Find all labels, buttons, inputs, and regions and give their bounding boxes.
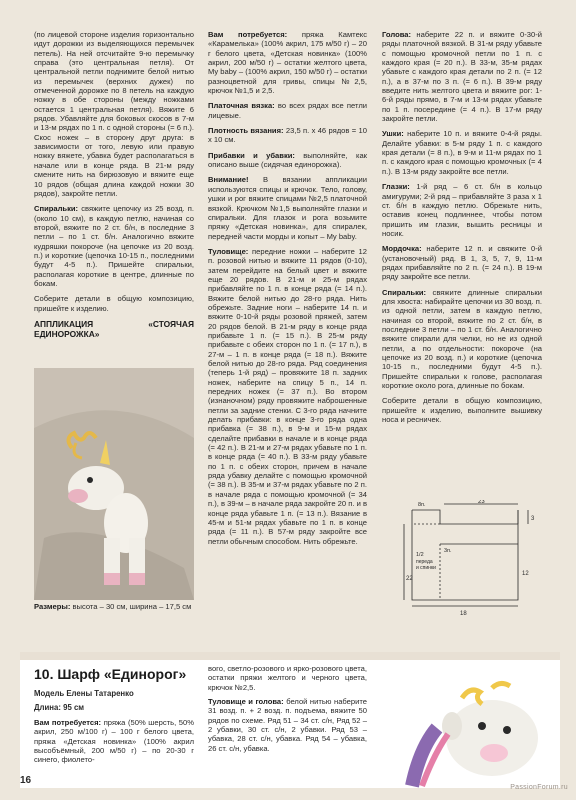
- column-middle: [208, 30, 367, 552]
- diagram-label: 22: [406, 576, 413, 582]
- diagram-label: и спинки: [416, 565, 436, 571]
- paragraph-text: белой нитью наберите 31 возд. п. + 2 возд. п. подъема, вяжите 50 рядов по схеме. Ряд 51 – 34 ст. с/н, Ряд 52 – 2 убавки, 30 ст. с/н, 2 убавки. Ряд 53 – убавка, 28 ст. с/н, убавка. Ряд 54 – убавка, 26 ст. с/н, убавка.: [208, 697, 367, 753]
- paragraph-text: свяжите цепочку из 25 возд. п. (около 10 см), в каждую петлю, начиная со второй, вяжите по 2 ст. б/н, в последние 3 петли – по 1 ст. б/н. Аналогично вяжите кудряшки покороче (на цепочке из 20 возд. п.) и короткие (цепочка 10-15 п., последними будут 4-5 п.). Пришейте спиральки, располагая короткие в центре, длинные по бокам.: [34, 204, 194, 288]
- unicorn-applique-image: [34, 368, 194, 600]
- paragraph: [208, 247, 367, 546]
- paragraph-text: пряжа Камтекс «Карамелька» (100% акрил, 175 м/50 г) – 20 г белого цвета, «Детская новинка» (100% акрил, 200 м/50 г) – остатки желтого цвета, My baby – (100% акрил, 150 м/50 г) – остатки разноцветной для гривы, спицы №2,5, крючок №1,5 и 2,5.: [208, 30, 367, 96]
- paragraph: [208, 126, 367, 145]
- term-label: Спиральки:: [382, 287, 427, 297]
- diagram-label: 1/2: [416, 552, 424, 558]
- diagram-label: 18: [460, 611, 467, 617]
- paragraph: [208, 175, 367, 240]
- paragraph-text: выполняйте, как описано выше (сидячая единорожка).: [208, 150, 367, 170]
- term-label: Голова:: [382, 30, 412, 39]
- paragraph-text: наберите 12 п. и свяжите 0-й (установочный) ряд. В 1, 3, 5, 7, 9, 11-м рядах прибавляйте по 2 п. (= 24 п.). В 19-м ряду закройте все петли.: [382, 244, 542, 282]
- pattern-title: 10. Шарф «Единорог»: [34, 666, 187, 682]
- paragraph-text: передние ножки – наберите 12 п. розовой нитью и вяжите 11 рядов (0-10), затем перейдите на белый цвет и вяжите еще 20 рядов. В 21-м и 25-м рядах прибавляйте по 1 п. в конце ряда (= 14 п.). Вяжите белой нитью до 28-го ряда. Нить обрежьте. Задние ноги – наберите 14 п. и вяжите 0-10-й ряды розовой пряжей, затем 20 рядов белой. В 21-м ряду в конце ряда прибавьте 1 п. (= 15 п.). В 25-м ряду прибавьте с обеих сторон по 1 п. (= 17 п.), в 27-м – 1 п. в конце ряда (= 18 п.). Вяжите белой нитью до 28-го ряда. Ряд соединения (теперь 1-й ряд) – провяжите 18 п. задних ножек, наберите на спицу 5 п., 14 п. передних ножек (= 37 п.). Во втором (изнаночном) ряду провяжите наброшенные петли за задние стенки. С 3-го ряда начните делать прибавки: в конце 3-го ряда одна прибавка (= 38 п.), в 9-м и 15-м рядах сделайте прибавки в начале и в конце ряда (= 42 п.). В 21-м и 27-м рядах убавьте по 1 п. в конце ряда (= 40 п.). В 33-м ряду убавьте по 1 п. с обеих сторон, причем в начале ряда убавку делайте с помощью кромочной (= 38 п.). В 35-м и 37-м рядах убавьте по 2 п. в начале ряда с помощью кромочной (= 34 п.), в 39-м – в начале ряда закройте 20 п. и в конце ряда убавьте 1 п. (= 13 п.). Вязание в 45-м и 51-м рядах убавьте по 1 п. в конце ряда (= 11 п.). В 57-м ряду закройте все петли обычным способом. Нить обрежьте.: [208, 246, 367, 546]
- diagram-label: 3п.: [444, 548, 452, 554]
- paragraph-text: пряжа (50% шерсть, 50% акрил, 250 м/100 г) – 100 г белого цвета, пряжа «Детская новинка» (100% акрил высобъёмный, 200 м/50 г) – по 20-30 г синего, фиолето-: [34, 718, 194, 765]
- paragraph: [382, 182, 542, 238]
- scarf-materials: [34, 718, 194, 765]
- term-label: Вам потребуется:: [208, 30, 288, 39]
- term-label: Туловище:: [208, 246, 249, 256]
- term-label: Туловище и голова:: [208, 697, 284, 707]
- paragraph: [382, 30, 542, 123]
- paragraph-text: 1-й ряд – 6 ст. б/н в кольцо амигуруми; 2-й ряд – прибавляйте 3 раза х 1 ст. б/н в каждую петлю. Обрежьте нить, оставив конец подлиннее, чтобы потом пришить им глазик, вышить ресницы и носик.: [382, 182, 542, 238]
- diagram-label: 12: [522, 571, 529, 577]
- diagram-label: 3: [531, 516, 535, 522]
- paragraph: [208, 697, 367, 753]
- paragraph: Соберите детали в общую композицию, пришейте к изделию, выполните вышивку носа и ресничек.: [382, 396, 542, 425]
- paragraph: вого, светло-розового и ярко-розового цвета, остатки пряжи желтого и черного цвета, крючок №2,5.: [208, 664, 367, 692]
- term-label: Глазки:: [382, 182, 410, 192]
- diagram-label: 8п.: [418, 502, 426, 508]
- term-label: Прибавки и убавки:: [208, 150, 295, 160]
- term-label: Платочная вязка:: [208, 101, 275, 111]
- applique-photo: [34, 368, 194, 600]
- column-right: [382, 30, 542, 430]
- paragraph-text: во всех рядах все петли лицевые.: [208, 101, 367, 120]
- paragraph: [382, 129, 542, 176]
- paragraph: (по лицевой стороне изделия горизонтально идут дорожки из выделяющихся перемычек петель). На ней отсчитайте 9-ю перемычку справа (это центральная петля). От центральной петли поднимите белой нитью из перемычек (верхних дужек) по отмеченной дорожке по 8 петель на каждую ножку в обе стороны (между ножками остается 1 центральная петля). Вяжите 6 рядов. Убавляйте для боковых скосов в 7-м и 13-м рядах по 1 п. с одной стороны (= 6 п.). Скос ножек – в сторону друг друга: в зависимости от того, левую или правую ножку вяжете, убавка будет располагаться в начале или в конце ряда. В 21-м ряду смените нить на бирюзовую и вяжите еще 10 рядов (общая длина каждой ножки 30 рядов), закройте петли.: [34, 30, 194, 198]
- paragraph: [208, 151, 367, 170]
- photo-caption: [34, 602, 194, 611]
- knitting-schema-diagram: [400, 500, 540, 620]
- paragraph-text: наберите 22 п. и вяжите 0-30-й ряды платочной вязкой. В 31-м ряду убавьте с помощью кромочной петли по 1 п. с каждого края (= 20 п.). В 33-м, 35-м рядах убавьте с каждого края детали по 2 п. (= 12 п.), а в 37-м по 3 п. (= 6 п.). В 39-м ряду введите нить желтого цвета и вяжите рог: 1-6-й ряды прямо, в 7-м и 13-м рядах убавьте по 1 п. посередине (= 4 п.). В 17-м ряду закройте петли.: [382, 30, 542, 124]
- term-label: Мордочка:: [382, 244, 422, 254]
- paragraph: [34, 204, 194, 288]
- caption-text: высота – 30 см, ширина – 17,5 см: [70, 602, 192, 611]
- source-watermark: PassionForum.ru: [510, 784, 568, 791]
- term-label: Спиральки:: [34, 204, 79, 214]
- paragraph-text: свяжите длинные спиральки для хвоста: набирайте цепочки из 30 возд. п. из одной петли, затем в каждую петлю, начиная со второй, вяжите по 2 ст. б/н, в последние 3 петли – по 1 ст. б/н. Аналогично вяжите спирали для челки, но не из одной петли, а по отдельности: покороче (на цепочке из 20 возд. п.) и короткие (цепочка 10-15 п., последними будут 4-5 п.). Пришейте спиральки к голове, располагая короткие около рога, длинные по бокам.: [382, 287, 542, 391]
- diagram-label: 23: [478, 500, 485, 505]
- paragraph: [382, 288, 542, 391]
- pattern-length: Длина: 95 см: [34, 703, 85, 712]
- paragraph-text: наберите 10 п. и вяжите 0-4-й ряды. Делайте убавки: в 5-м ряду 1 п. с каждого края детали (= 8 п.), в 9-м и 11-м рядах по 1 п. с каждого края с помощью кромочных (= 4 п.). В 13-м ряду закройте все петли.: [382, 129, 542, 176]
- term-label: Внимание!: [208, 175, 249, 185]
- diagram-label: переда: [416, 559, 433, 565]
- term-label: Ушки:: [382, 129, 404, 139]
- paragraph: [382, 244, 542, 281]
- page-number: 16: [20, 775, 32, 786]
- unicorn-scarf-image: [382, 668, 542, 788]
- section-title: АППЛИКАЦИЯ «СТОЯЧАЯ ЕДИНОРОЖКА»: [34, 318, 194, 339]
- paragraph-text: В вязании аппликации используются спицы и крючок. Тело, голову, ушки и рог вяжите спицами №2,5 платочной вязкой. Крючком №1,5 выполняйте глазки и спиральки. Для глазок и рога возьмите пряжу «Детская новинка», для спиралек, передней части морды и копыт – My baby.: [208, 175, 367, 241]
- paragraph: [208, 101, 367, 120]
- scarf-photo: [382, 668, 542, 788]
- column-left: [34, 30, 194, 343]
- paragraph: Соберите детали в общую композицию, пришейте к изделию.: [34, 294, 194, 313]
- section-divider: [20, 652, 560, 660]
- caption-label: Размеры:: [34, 602, 71, 611]
- term-label: Вам потребуется:: [34, 718, 102, 727]
- paragraph: [208, 30, 367, 95]
- scarf-instructions: [208, 664, 367, 758]
- paragraph-text: 23,5 п. х 46 рядов = 10 х 10 см.: [208, 126, 367, 145]
- pattern-author: Модель Елены Татаренко: [34, 689, 134, 698]
- term-label: Плотность вязания:: [208, 126, 284, 136]
